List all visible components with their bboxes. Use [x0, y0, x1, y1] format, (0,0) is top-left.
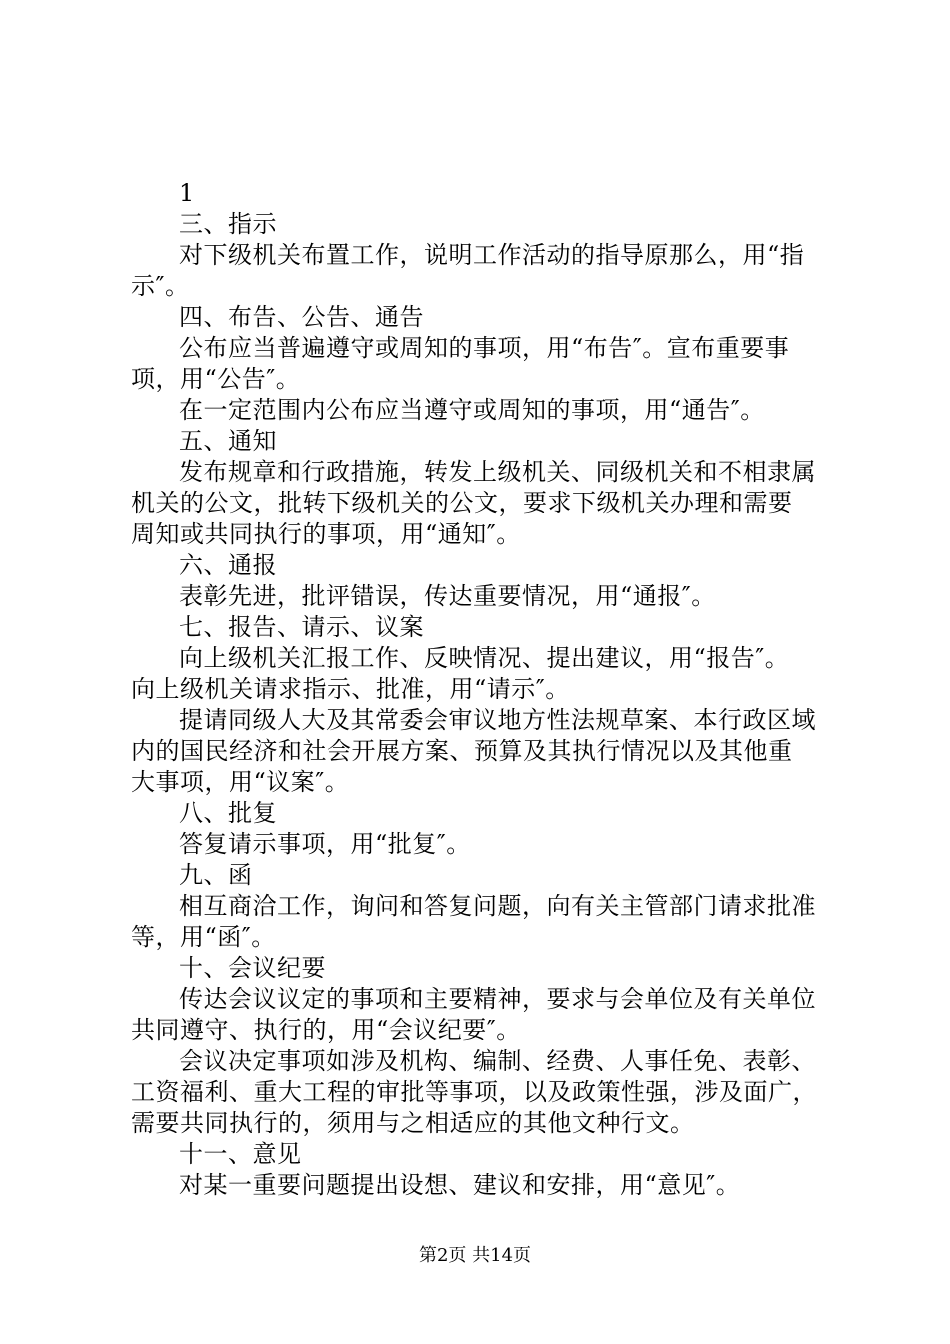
section-heading-opinion: 十一、意见: [179, 1140, 302, 1168]
paragraph-line: 工资福利、重大工程的审批等事项，以及政策性强，涉及面广，: [131, 1078, 817, 1106]
paragraph-line: 传达会议议定的事项和主要精神，要求与会单位及有关单位: [179, 985, 816, 1013]
paragraph-line: 大事项，用“议案″。: [131, 768, 350, 796]
paragraph-line: 公布应当普遍遵守或周知的事项，用“布告″。宣布重要事: [179, 334, 790, 362]
paragraph-line: 等，用“函″。: [131, 923, 276, 951]
paragraph-line: 内的国民经济和社会开展方案、预算及其执行情况以及其他重: [131, 737, 793, 765]
page-marker: 1: [179, 179, 195, 207]
section-heading-report: 七、报告、请示、议案: [179, 613, 424, 641]
section-heading-bulletin: 六、通报: [179, 551, 277, 579]
section-heading-minutes: 十、会议纪要: [179, 954, 326, 982]
section-heading-notice: 五、通知: [179, 427, 277, 455]
paragraph-line: 发布规章和行政措施，转发上级机关、同级机关和不相隶属: [179, 458, 816, 486]
paragraph-line: 表彰先进，批评错误，传达重要情况，用“通报″。: [179, 582, 716, 610]
paragraph-line: 向上级机关请求指示、批准，用“请示″。: [131, 675, 570, 703]
paragraph-line: 项，用“公告″。: [131, 365, 301, 393]
section-heading-announcement: 四、布告、公告、通告: [179, 303, 424, 331]
paragraph-line: 对下级机关布置工作，说明工作活动的指导原那么，用“指: [179, 241, 805, 269]
page-footer: 第2页 共14页: [418, 1245, 532, 1266]
paragraph-line: 向上级机关汇报工作、反映情况、提出建议，用“报告″。: [179, 644, 790, 672]
section-heading-letter: 九、函: [179, 861, 253, 889]
section-heading-reply: 八、批复: [179, 799, 277, 827]
paragraph-line: 机关的公文，批转下级机关的公文，要求下级机关办理和需要: [131, 489, 793, 517]
paragraph-line: 在一定范围内公布应当遵守或周知的事项，用“通告″。: [179, 396, 765, 424]
paragraph-line: 对某一重要问题提出设想、建议和安排，用“意见″。: [179, 1171, 741, 1199]
paragraph-line: 共同遵守、执行的，用“会议纪要″。: [131, 1016, 521, 1044]
paragraph-line: 会议决定事项如涉及机构、编制、经费、人事任免、表彰、: [179, 1047, 816, 1075]
paragraph-line: 周知或共同执行的事项，用“通知″。: [131, 520, 521, 548]
paragraph-line: 需要共同执行的，须用与之相适应的其他文种行文。: [131, 1109, 695, 1137]
document-body: [131, 178, 836, 1201]
paragraph-line: 相互商洽工作，询问和答复问题，向有关主管部门请求批准: [179, 892, 816, 920]
section-heading-instruction: 三、指示: [179, 210, 277, 238]
paragraph-line: 答复请示事项，用“批复″。: [179, 830, 471, 858]
paragraph-line: 示″。: [131, 272, 190, 300]
paragraph-line: 提请同级人大及其常委会审议地方性法规草案、本行政区域: [179, 706, 816, 734]
